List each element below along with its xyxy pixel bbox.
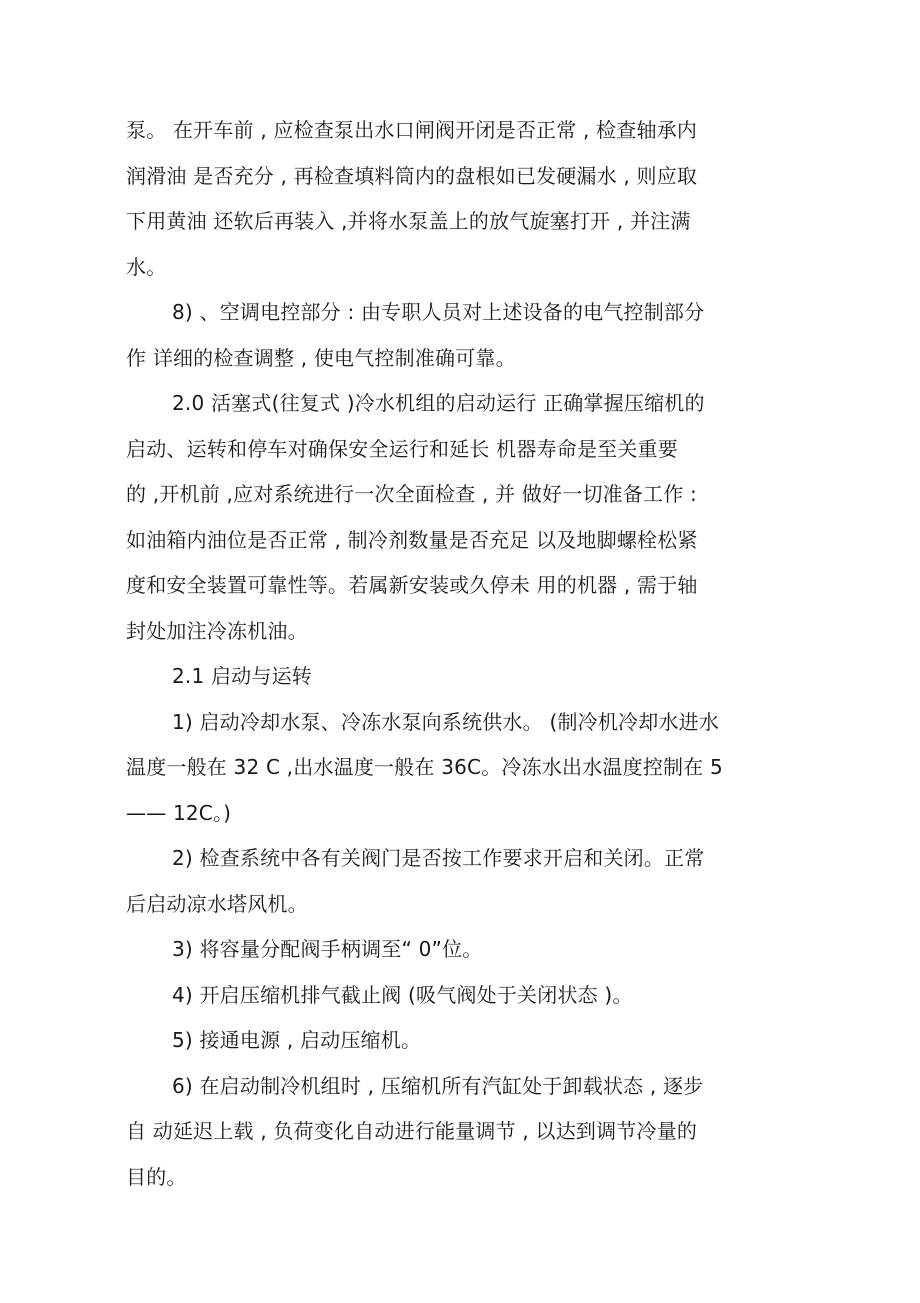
text-line: 下用黄油 还软后再装入 ,并将水泵盖上的放气旋塞打开 , 并注满 [126, 209, 691, 233]
text-line: 水。 [126, 254, 167, 279]
text-line: 润滑油 是否充分 , 再检查填料筒内的盘根如已发硬漏水 , 则应取 [126, 163, 698, 188]
text-line: 泵。 在开车前 , 应检查泵出水口闸阀开闭是否正常 , 检查轴承内 [126, 118, 698, 142]
text-line: 2) 检查系统中各有关阀门是否按工作要求开启和关闭。正常 [172, 846, 705, 870]
text-line: —— 12C。) [126, 800, 232, 825]
text-line: 封处加注冷冻机油。 [126, 618, 308, 643]
text-line: 启动、运转和停车对确保安全运行和延长 机器寿命是至关重要 [126, 436, 678, 461]
text-line: 如油箱内油位是否正常 , 制冷剂数量是否充足 以及地脚螺栓松紧 [126, 527, 698, 552]
text-line: 3) 将容量分配阀手柄调至“ 0”位。 [172, 937, 483, 961]
text-line: 度和安全装置可靠性等。若属新安装或久停未 用的机器 , 需于轴 [126, 573, 698, 597]
text-line: 的 ,开机前 ,应对系统进行一次全面检查 , 并 做好一切准备工作 : [126, 482, 697, 506]
document-body [126, 108, 796, 1200]
text-line: 6) 在启动制冷机组时 , 压缩机所有汽缸处于卸载状态 , 逐步 [172, 1073, 704, 1098]
text-line: 8) 、空调电控部分 : 由专职人员对上述设备的电气控制部分 [172, 300, 705, 324]
text-line: 1) 启动冷却水泵、冷冻水泵向系统供水。 (制冷机冷却水进水 [172, 709, 720, 734]
text-line: 温度一般在 32 C ,出水温度一般在 36C。冷冻水出水温度控制在 5 [126, 755, 723, 779]
text-line: 5) 接通电源 , 启动压缩机。 [172, 1028, 422, 1052]
text-line: 自 动延迟上载 , 负荷变化自动进行能量调节 , 以达到调节冷量的 [126, 1119, 698, 1143]
section-heading-line: 2.0 活塞式(往复式 )冷水机组的启动运行 正确掌握压缩机的 [172, 391, 705, 415]
subsection-heading: 2.1 启动与运转 [172, 664, 312, 688]
text-line: 目的。 [126, 1164, 187, 1189]
text-line: 后启动凉水塔风机。 [126, 891, 308, 916]
text-line: 作 详细的检查调整 , 使电气控制准确可靠。 [126, 345, 516, 370]
text-line: 4) 开启压缩机排气截止阀 (吸气阀处于关闭状态 )。 [172, 982, 633, 1007]
